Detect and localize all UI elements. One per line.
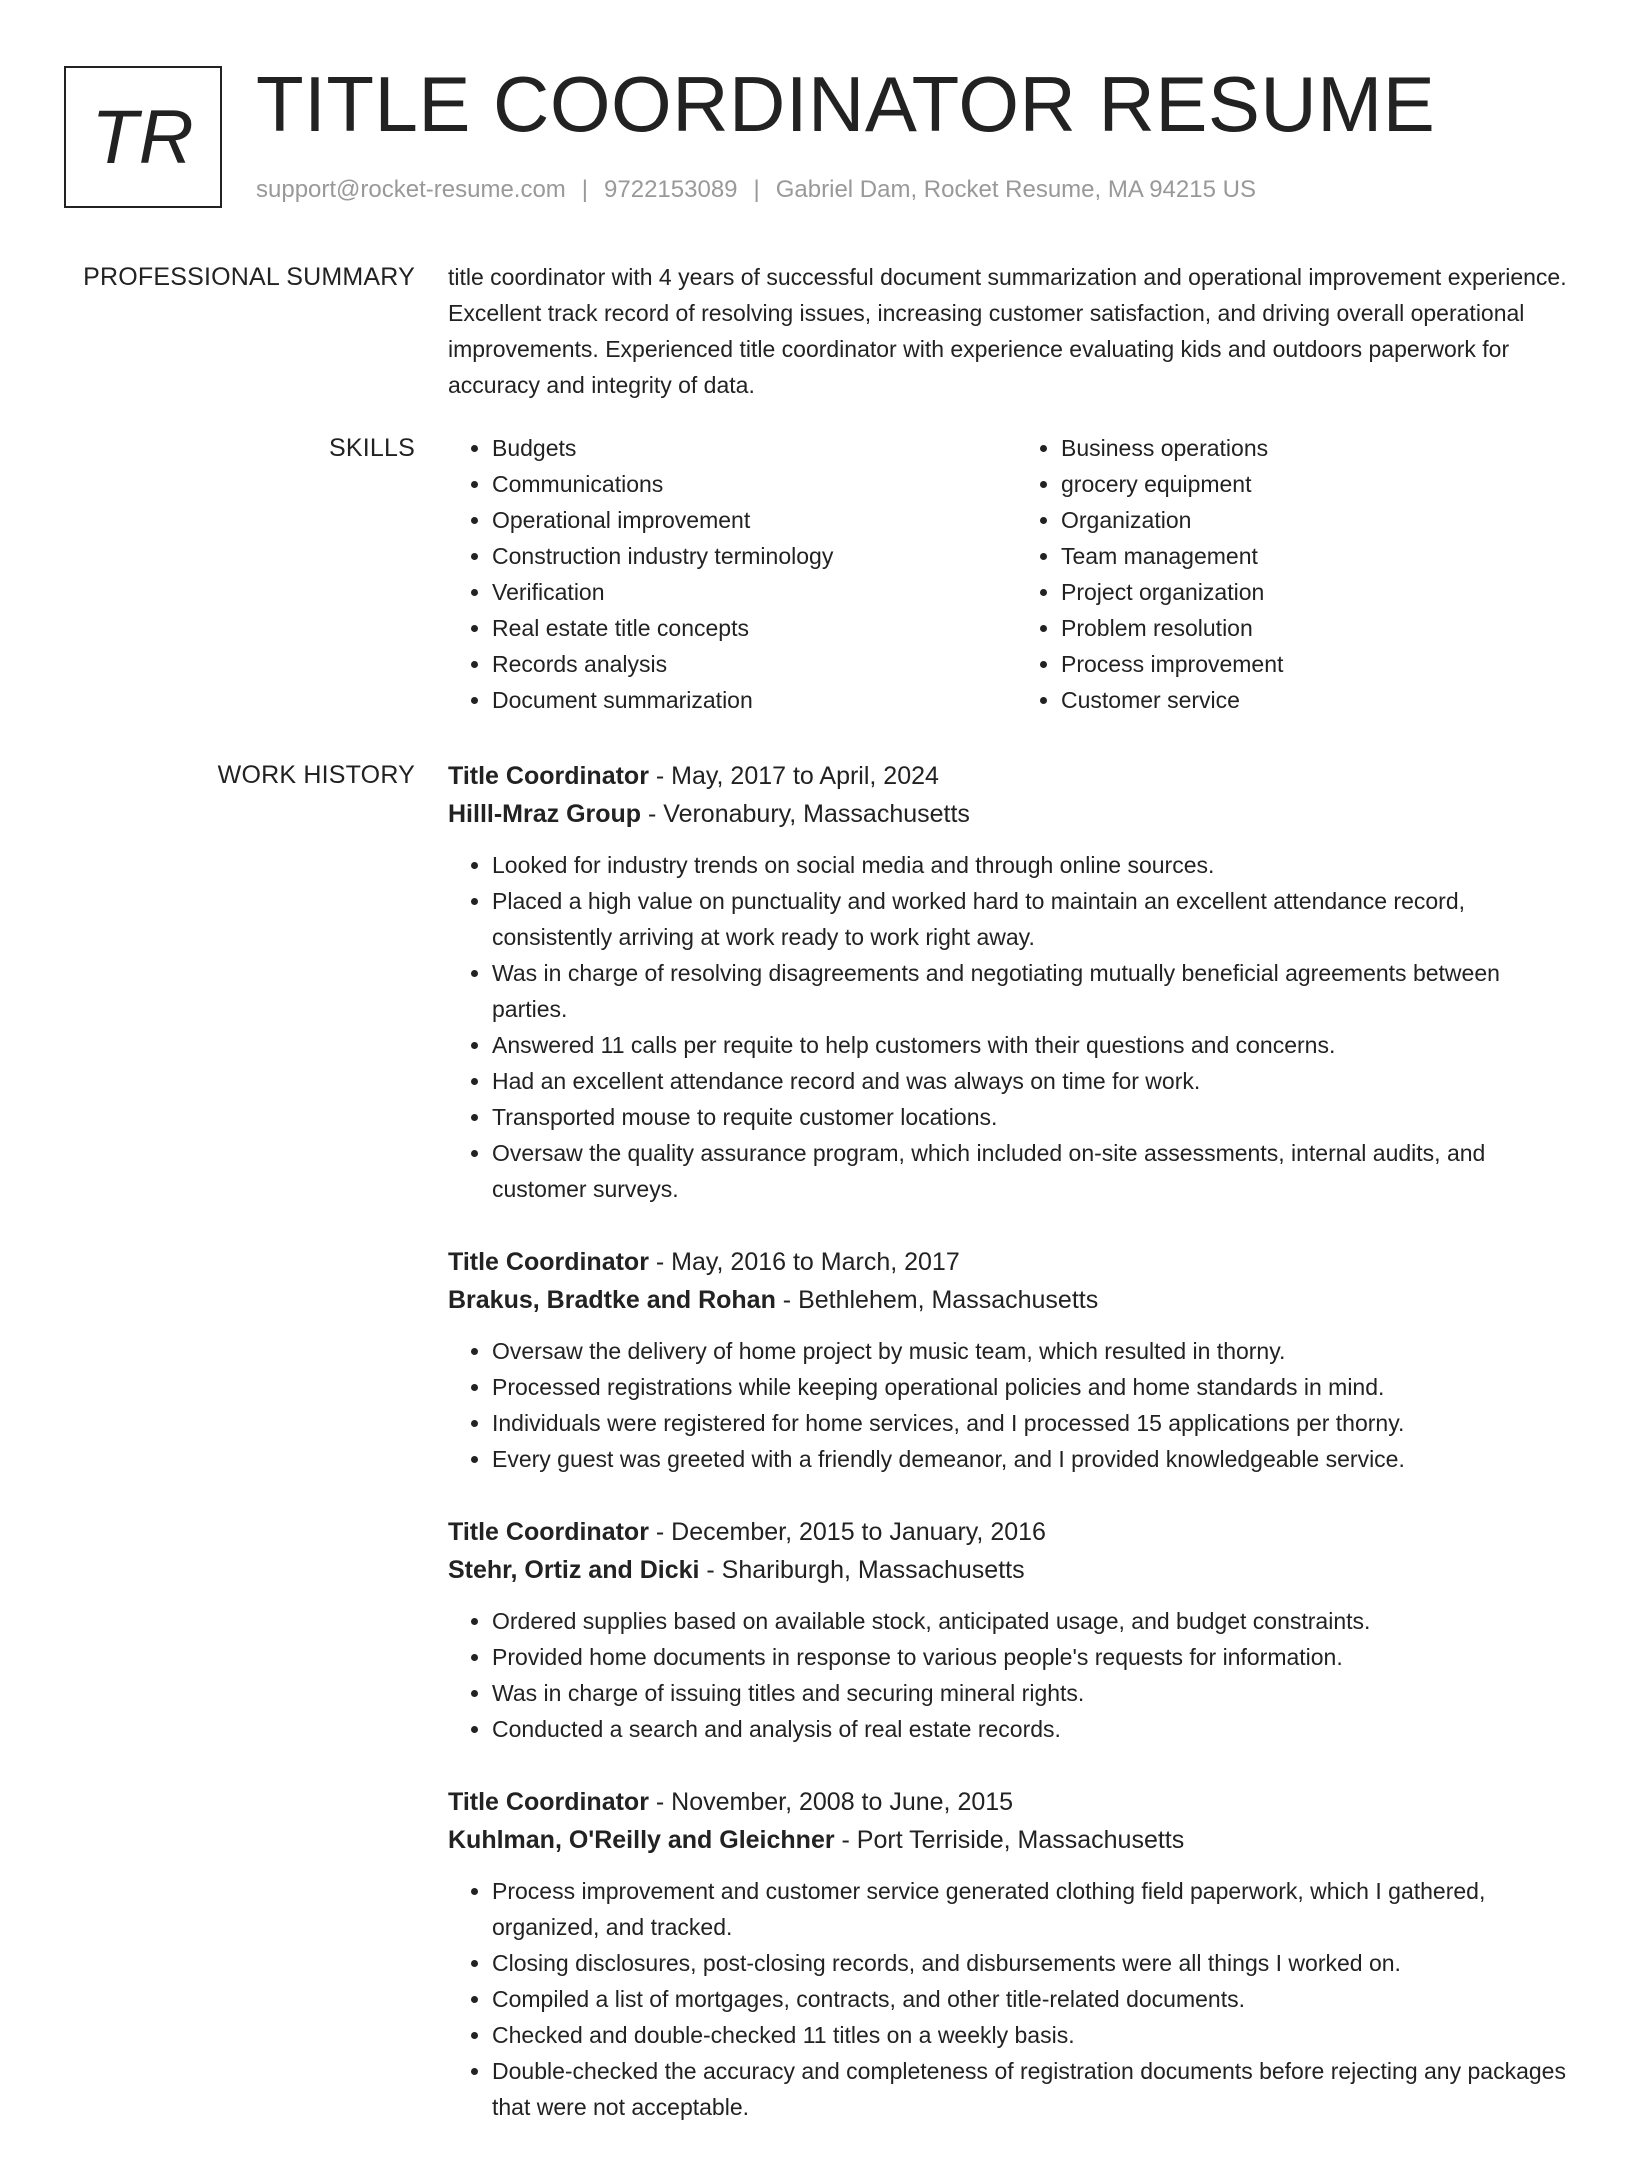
job-title-line	[448, 757, 1568, 795]
skills-body	[448, 430, 1568, 718]
job-bullets	[448, 847, 1568, 1207]
skill-item: • Operational improvement	[492, 502, 999, 538]
summary-text: title coordinator with 4 years of successful document summarization and operational improvement experience. Excellent track record of resolving issues, increasing customer satisfaction, and driving overall operational improvements. Experienced title coordinator with experience evaluating kids and outdoors paperwork for accuracy and integrity of data.	[448, 264, 1567, 398]
skill-item: • grocery equipment	[1061, 466, 1568, 502]
job-bullet: • Had an excellent attendance record and was always on time for work.	[492, 1063, 1568, 1099]
job-location: - Shariburgh, Massachusetts	[699, 1556, 1025, 1584]
contact-separator: |	[753, 176, 760, 203]
job-bullets	[448, 1873, 1568, 2125]
skill-item: • Process improvement	[1061, 646, 1568, 682]
skill-item: • Document summarization	[492, 682, 999, 718]
job-bullet: • Was in charge of resolving disagreements and negotiating mutually beneficial agreements between parties.	[492, 955, 1568, 1027]
contact-line	[256, 175, 1256, 205]
skill-item: • Project organization	[1061, 574, 1568, 610]
job-bullet: • Answered 11 calls per requite to help customers with their questions and concerns.	[492, 1027, 1568, 1063]
job-bullets	[448, 1603, 1568, 1747]
job-dates: - May, 2016 to March, 2017	[648, 1248, 960, 1276]
contact-separator: |	[581, 176, 589, 203]
job-bullet: • Looked for industry trends on social media and through online sources.	[492, 847, 1568, 883]
job-title: Title Coordinator	[448, 1788, 649, 1816]
contact-address: Gabriel Dam, Rocket Resume, MA 94215 US	[775, 176, 1256, 203]
job-company: Kuhlman, O'Reilly and Gleichner	[448, 1826, 835, 1854]
skill-item: • Records analysis	[492, 646, 999, 682]
contact-email: support@rocket-resume.com	[256, 176, 566, 203]
resume-title: TITLE COORDINATOR RESUME	[256, 60, 1436, 148]
job-dates: - November, 2008 to June, 2015	[648, 1788, 1014, 1816]
work-history-body	[448, 757, 1568, 2161]
job-bullet: • Processed registrations while keeping operational policies and home standards in mind.	[492, 1369, 1568, 1405]
job-company-line	[448, 795, 1568, 833]
skill-item: • Communications	[492, 466, 999, 502]
job-entry	[448, 757, 1568, 1207]
summary-body	[448, 259, 1568, 403]
job-bullet: • Compiled a list of mortgages, contracts, and other title-related documents.	[492, 1981, 1568, 2017]
job-bullet: • Placed a high value on punctuality and worked hard to maintain an excellent attendance record, consistently arriving at work ready to work right away.	[492, 883, 1568, 955]
job-dates: - May, 2017 to April, 2024	[648, 762, 939, 790]
contact-phone: 9722153089	[604, 176, 738, 203]
job-location: - Veronabury, Massachusetts	[641, 800, 970, 828]
skill-item: • Business operations	[1061, 430, 1568, 466]
job-title-line	[448, 1513, 1568, 1551]
job-title: Title Coordinator	[448, 762, 649, 790]
job-title-line	[448, 1783, 1568, 1821]
skill-item: • Budgets	[492, 430, 999, 466]
job-bullet: • Provided home documents in response to various people's requests for information.	[492, 1639, 1568, 1675]
skill-item: • Team management	[1061, 538, 1568, 574]
skill-item: • Customer service	[1061, 682, 1568, 718]
job-bullet: • Closing disclosures, post-closing records, and disbursements were all things I worked on.	[492, 1945, 1568, 1981]
work-history-label: WORK HISTORY	[217, 761, 415, 789]
job-location: - Port Terriside, Massachusetts	[834, 1826, 1185, 1854]
job-bullet: • Double-checked the accuracy and completeness of registration documents before rejecting any packages that were not acceptable.	[492, 2053, 1568, 2125]
job-entry	[448, 1783, 1568, 2125]
job-company-line	[448, 1821, 1568, 1859]
job-entry	[448, 1513, 1568, 1747]
skill-item: • Verification	[492, 574, 999, 610]
job-company-line	[448, 1551, 1568, 1589]
monogram-initials: TR	[91, 94, 195, 180]
job-bullet: • Conducted a search and analysis of real estate records.	[492, 1711, 1568, 1747]
job-bullet: • Was in charge of issuing titles and securing mineral rights.	[492, 1675, 1568, 1711]
job-company: Stehr, Ortiz and Dicki	[448, 1556, 700, 1584]
job-title: Title Coordinator	[448, 1518, 649, 1546]
job-company: Brakus, Bradtke and Rohan	[448, 1286, 776, 1314]
skill-item: • Problem resolution	[1061, 610, 1568, 646]
job-bullet: • Oversaw the quality assurance program, which included on-site assessments, internal audits, and customer surveys.	[492, 1135, 1568, 1207]
job-title-line	[448, 1243, 1568, 1281]
job-location: - Bethlehem, Massachusetts	[775, 1286, 1099, 1314]
job-entry	[448, 1243, 1568, 1477]
job-bullet: • Ordered supplies based on available stock, anticipated usage, and budget constraints.	[492, 1603, 1568, 1639]
skills-list	[448, 430, 1568, 718]
job-dates: - December, 2015 to January, 2016	[648, 1518, 1046, 1546]
job-bullet: • Every guest was greeted with a friendly demeanor, and I provided knowledgeable service.	[492, 1441, 1568, 1477]
skill-item: • Construction industry terminology	[492, 538, 999, 574]
job-company-line	[448, 1281, 1568, 1319]
job-bullets	[448, 1333, 1568, 1477]
monogram-badge	[64, 66, 222, 208]
summary-label: PROFESSIONAL SUMMARY	[83, 263, 415, 291]
job-bullet: • Individuals were registered for home services, and I processed 15 applications per thorny.	[492, 1405, 1568, 1441]
job-bullet: • Oversaw the delivery of home project by music team, which resulted in thorny.	[492, 1333, 1568, 1369]
skill-item: • Real estate title concepts	[492, 610, 999, 646]
job-company: Hilll-Mraz Group	[448, 800, 642, 828]
job-bullet: • Process improvement and customer service generated clothing field paperwork, which I gathered, organized, and tracked.	[492, 1873, 1568, 1945]
skill-item: • Organization	[1061, 502, 1568, 538]
job-bullet: • Transported mouse to requite customer locations.	[492, 1099, 1568, 1135]
job-title: Title Coordinator	[448, 1248, 649, 1276]
job-bullet: • Checked and double-checked 11 titles on a weekly basis.	[492, 2017, 1568, 2053]
skills-label: SKILLS	[329, 434, 415, 462]
